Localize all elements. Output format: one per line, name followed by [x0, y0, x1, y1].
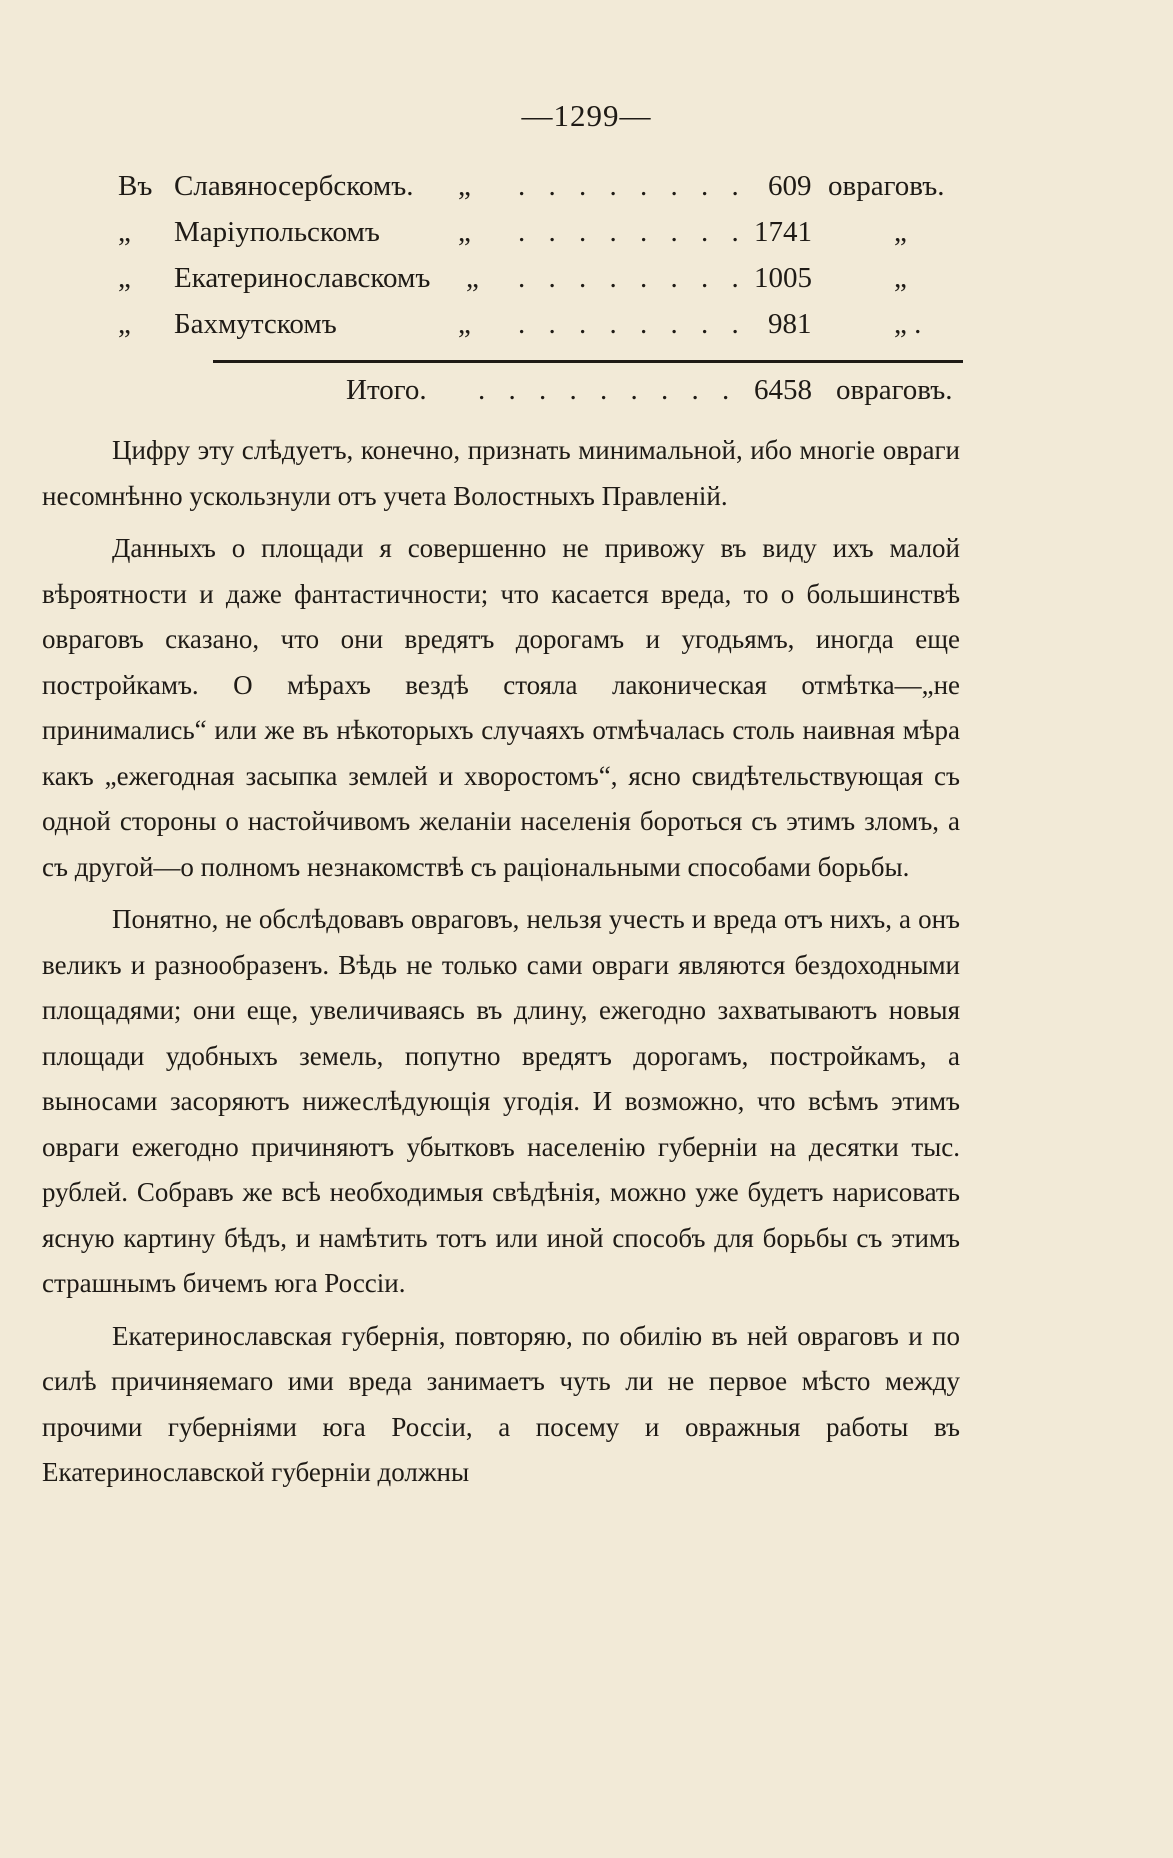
table-row [118, 170, 963, 210]
ditto-mark: „ [466, 262, 479, 294]
district-name: Екатеринославскомъ [174, 262, 431, 294]
ravine-count: 1741 [754, 216, 812, 248]
ravine-count: 1005 [754, 262, 812, 294]
unit-label: „ [894, 262, 907, 294]
row-prefix: „ [118, 308, 131, 340]
leader-dots: . . . . . . . . [518, 308, 747, 340]
total-count: 6458 [754, 374, 812, 406]
district-name: Маріупольскомъ [174, 216, 380, 248]
ravine-count: 981 [768, 308, 812, 340]
leader-dots: . . . . . . . . [518, 170, 747, 202]
paragraph: Понятно, не обслѣдовавъ овраговъ, нельзя учесть и вреда отъ нихъ, а онъ великъ и разнообразенъ. Вѣдь не только сами овраги являются бездоходными площадями; они еще, увеличиваясь въ длину, ежегодно захватываютъ новыя площади удобныхъ земель, попутно вредятъ дорогамъ, постройкамъ, а выносами засоряютъ нижеслѣдующія угодія. И возможно, что всѣмъ этимъ овраги ежегодно причиняютъ убытковъ населенію губерніи на десятки тыс. рублей. Собравъ же всѣ необходимыя свѣдѣнія, можно уже будетъ нарисовать ясную картину бѣдъ, и намѣтить тотъ или иной способъ для борьбы съ этимъ страшнымъ бичемъ юга Россіи. [42, 904, 960, 1298]
table-row [118, 262, 963, 302]
row-prefix: „ [118, 216, 131, 248]
ditto-mark: „ [458, 216, 471, 248]
paragraph: Данныхъ о площади я совершенно не привожу въ виду ихъ малой вѣроятности и даже фантастичности; что касается вреда, то о большинствѣ овраговъ сказано, что они вредятъ дорогамъ и угодьямъ, иногда еще постройкамъ. О мѣрахъ вездѣ стояла лаконическая отмѣтка—„не принимались“ или же въ нѣкоторыхъ случаяхъ отмѣчалась столь наивная мѣра какъ „ежегодная засыпка землей и хворостомъ“, ясно свидѣтельствующая съ одной стороны о настойчивомъ желаніи населенія бороться съ этимъ зломъ, а съ другой—о полномъ незнакомствѣ съ раціональными способами борьбы. [42, 533, 960, 882]
row-prefix: Въ [118, 170, 153, 202]
unit-label: „ [894, 216, 907, 248]
row-prefix: „ [118, 262, 131, 294]
district-name: Бахмутскомъ [174, 308, 337, 340]
body-text [42, 428, 960, 1503]
leader-dots: . . . . . . . . [518, 262, 747, 294]
unit-label: овраговъ. [828, 170, 945, 202]
leader-dots: . . . . . . . . [518, 216, 747, 248]
page-number: —1299— [521, 98, 652, 133]
paragraph: Екатеринославская губернія, повторяю, по обилію въ ней овраговъ и по силѣ причиняемаго ими вреда занимаетъ чуть ли не первое мѣсто между прочими губерніями юга Россіи, а посему и овражныя работы въ Екатеринославской губерніи должны [42, 1320, 960, 1487]
total-row [118, 374, 963, 414]
table-row [118, 216, 963, 256]
total-label: Итого. [346, 374, 427, 406]
unit-label: „ . [894, 308, 922, 340]
district-name: Славяносербскомъ. [174, 170, 414, 202]
table-row [118, 308, 963, 348]
unit-label: овраговъ. [836, 374, 953, 406]
leader-dots: . . . . . . . . . [478, 374, 738, 406]
ditto-mark: „ [458, 308, 471, 340]
sum-rule [213, 360, 963, 363]
ravine-count: 609 [768, 170, 812, 202]
ditto-mark: „ [458, 170, 471, 202]
paragraph: Цифру эту слѣдуетъ, конечно, признать минимальной, ибо многіе овраги несомнѣнно ускользнули отъ учета Волостныхъ Правленій. [42, 435, 960, 511]
